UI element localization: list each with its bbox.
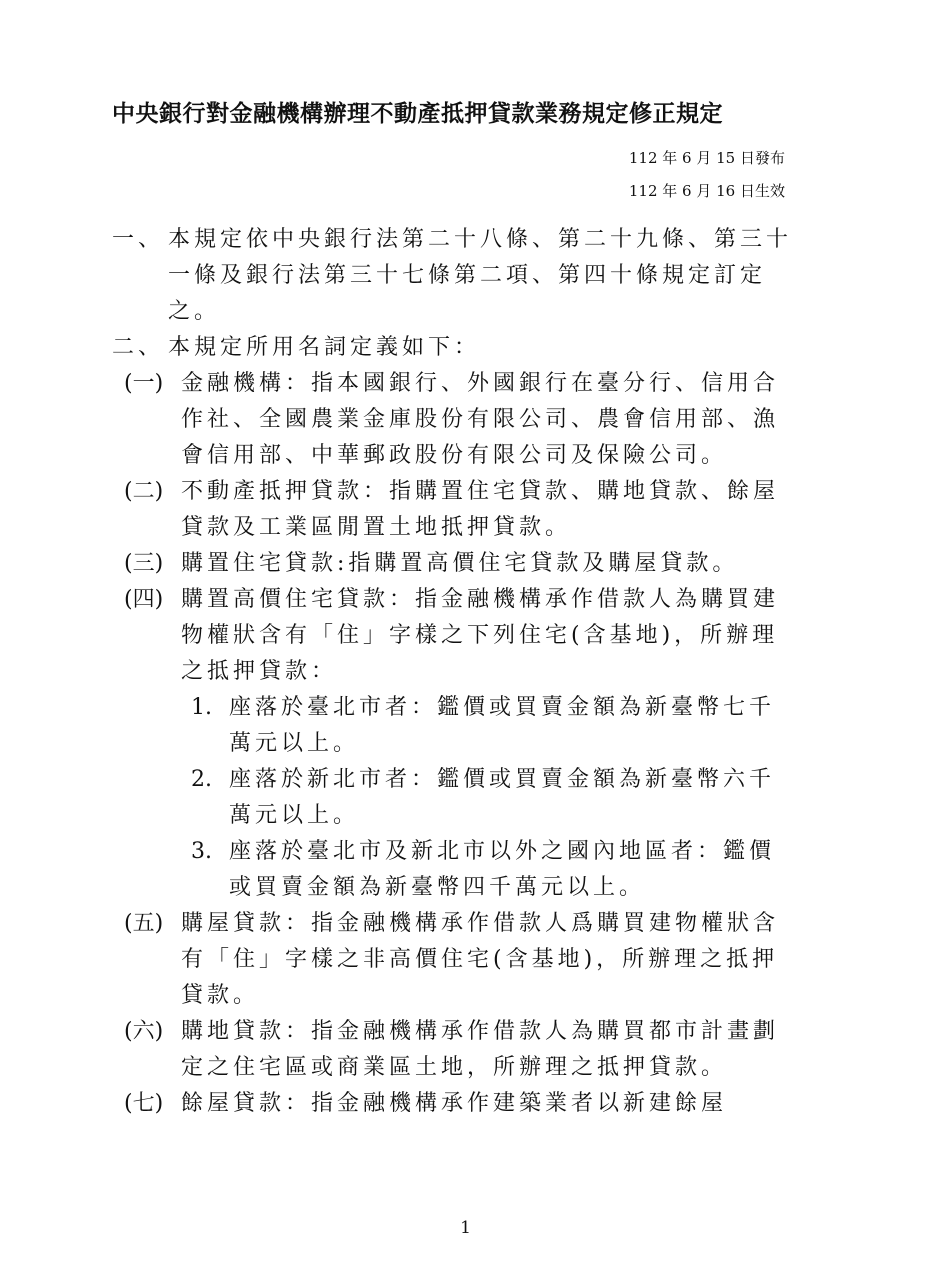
- item-number: (一): [124, 371, 164, 396]
- document-body: [112, 222, 792, 1122]
- item-text: 購置住宅貸款:指購置高價住宅貸款及購屋貸款。: [181, 551, 739, 576]
- page-number: 1: [460, 1218, 471, 1238]
- subitem-number: 1.: [191, 695, 212, 720]
- subitem-3: [181, 834, 792, 906]
- item-number: (七): [124, 1091, 164, 1116]
- subitem-number: 3.: [191, 839, 212, 864]
- item-number: (三): [124, 551, 164, 576]
- definition-item-7: [124, 1086, 792, 1122]
- definition-item-2: [124, 474, 792, 546]
- definition-item-5: [124, 906, 792, 1014]
- subitem-text: 座落於臺北市及新北市以外之國內地區者：鑑價或買賣金額為新臺幣四千萬元以上。: [229, 839, 776, 900]
- item-text: 餘屋貸款：指金融機構承作建築業者以新建餘屋: [181, 1091, 728, 1116]
- subitem-1: [181, 690, 792, 762]
- item-text: 購地貸款：指金融機構承作借款人為購買都市計畫劃定之住宅區或商業區土地，所辦理之抵押貸款。: [181, 1019, 780, 1080]
- item-text: 購屋貸款：指金融機構承作借款人爲購買建物權狀含有「住」字樣之非高價住宅(含基地)，所辦理之抵押貸款。: [181, 911, 780, 1008]
- definition-item-3: [124, 546, 792, 582]
- subitem-number: 2.: [191, 767, 212, 792]
- article-text: 本規定依中央銀行法第二十八條、第二十九條、第三十一條及銀行法第三十七條第二項、第四十條規定訂定之。: [168, 227, 793, 324]
- article-text: 本規定所用名詞定義如下：: [168, 335, 481, 360]
- definition-item-1: [124, 366, 792, 474]
- item-number: (六): [124, 1019, 164, 1044]
- article-1: [112, 222, 792, 330]
- subitem-text: 座落於臺北市者：鑑價或買賣金額為新臺幣七千萬元以上。: [229, 695, 776, 756]
- subitem-text: 座落於新北市者：鑑價或買賣金額為新臺幣六千萬元以上。: [229, 767, 776, 828]
- article-number: 一、: [112, 227, 165, 252]
- item-number: (二): [124, 479, 164, 504]
- item-text: 購置高價住宅貸款：指金融機構承作借款人為購買建物權狀含有「住」字樣之下列住宅(含基地)，所辦理之抵押貸款：: [181, 587, 780, 684]
- item-number: (四): [124, 587, 164, 612]
- article-2: [112, 330, 792, 366]
- definition-item-6: [124, 1014, 792, 1086]
- definition-item-4: [124, 582, 792, 690]
- item-text: 金融機構：指本國銀行、外國銀行在臺分行、信用合作社、全國農業金庫股份有限公司、農會信用部、漁會信用部、中華郵政股份有限公司及保險公司。: [181, 371, 780, 468]
- item-number: (五): [124, 911, 164, 936]
- effective-date: 112 年 6 月 16 日生效: [628, 182, 785, 200]
- item-text: 不動產抵押貸款：指購置住宅貸款、購地貸款、餘屋貸款及工業區閒置土地抵押貸款。: [181, 479, 780, 540]
- issue-date: 112 年 6 月 15 日發布: [628, 149, 785, 167]
- subitem-2: [181, 762, 792, 834]
- document-title: 中央銀行對金融機構辦理不動產抵押貸款業務規定修正規定: [112, 100, 723, 127]
- article-number: 二、: [112, 335, 165, 360]
